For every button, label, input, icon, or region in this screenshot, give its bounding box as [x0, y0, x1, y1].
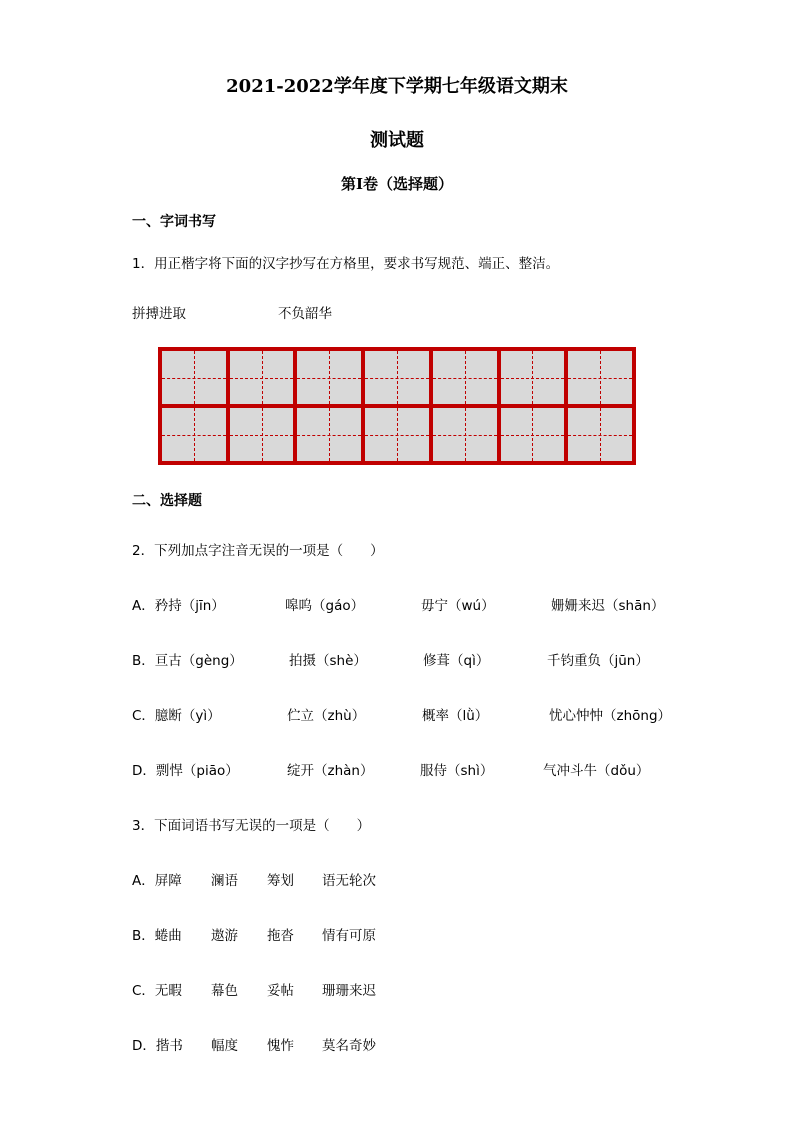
- question3-stem: 3．下面词语书写无误的一项是（ ）: [132, 818, 371, 834]
- grid-cell[interactable]: [431, 406, 499, 463]
- grid-guide-vertical: [397, 351, 398, 404]
- grid-cell[interactable]: [566, 406, 634, 463]
- grid-cell[interactable]: [295, 406, 363, 463]
- copy-word-2: 不负韶华: [278, 306, 332, 322]
- grid-cell[interactable]: [566, 349, 634, 406]
- option-item: 拖沓: [267, 928, 294, 944]
- option-item: 愧怍: [267, 1038, 294, 1054]
- grid-guide-vertical: [532, 408, 533, 461]
- grid-guide-vertical: [329, 408, 330, 461]
- option-item: 情有可原: [322, 928, 376, 944]
- grid-guide-vertical: [532, 351, 533, 404]
- option-item: 修葺（qì）: [423, 653, 490, 669]
- question1-stem: 1．用正楷字将下面的汉字抄写在方格里，要求书写规范、端正、整洁。: [132, 256, 560, 272]
- option-item: 妥帖: [267, 983, 294, 999]
- grid-guide-vertical: [262, 351, 263, 404]
- option-item: 幅度: [211, 1038, 238, 1054]
- grid-guide-vertical: [194, 351, 195, 404]
- option-item: A．屏障: [132, 873, 182, 889]
- option-item: 气冲斗牛（dǒu）: [543, 763, 650, 779]
- grid-guide-vertical: [600, 351, 601, 404]
- grid-cell[interactable]: [160, 406, 228, 463]
- option-item: 姗姗来迟（shān）: [551, 598, 665, 614]
- option-item: A．矜持（jīn）: [132, 598, 225, 614]
- option-item: C．臆断（yì）: [132, 708, 221, 724]
- copy-word-1: 拼搏进取: [132, 306, 186, 322]
- grid-guide-vertical: [465, 408, 466, 461]
- grid-cell[interactable]: [431, 349, 499, 406]
- grid-guide-vertical: [194, 408, 195, 461]
- writing-grid[interactable]: [158, 347, 636, 465]
- grid-guide-vertical: [465, 351, 466, 404]
- grid-cell[interactable]: [499, 406, 567, 463]
- option-item: 筹划: [267, 873, 294, 889]
- section1-heading: 一、字词书写: [132, 214, 216, 230]
- option-item: 绽开（zhàn）: [287, 763, 374, 779]
- option-item: B．亘古（gèng）: [132, 653, 243, 669]
- option-item: 伫立（zhù）: [287, 708, 366, 724]
- option-item: 毋宁（wú）: [421, 598, 495, 614]
- option-item: B．蜷曲: [132, 928, 182, 944]
- grid-cell[interactable]: [228, 349, 296, 406]
- option-item: 莫名奇妙: [322, 1038, 376, 1054]
- option-item: 珊珊来迟: [322, 983, 376, 999]
- option-item: 澜语: [211, 873, 238, 889]
- option-item: 拍摄（shè）: [289, 653, 367, 669]
- grid-cell[interactable]: [295, 349, 363, 406]
- page-title: 2021-2022学年度下学期七年级语文期末: [226, 76, 568, 97]
- grid-cell[interactable]: [499, 349, 567, 406]
- option-item: 遨游: [211, 928, 238, 944]
- grid-guide-vertical: [600, 408, 601, 461]
- grid-guide-vertical: [329, 351, 330, 404]
- grid-guide-vertical: [397, 408, 398, 461]
- grid-cell[interactable]: [363, 349, 431, 406]
- grid-cell[interactable]: [228, 406, 296, 463]
- grid-cell[interactable]: [160, 349, 228, 406]
- option-item: 服侍（shì）: [420, 763, 494, 779]
- page-title-line2: 测试题: [370, 130, 424, 151]
- option-item: 嗥呜（gáo）: [285, 598, 365, 614]
- volume-heading: 第Ⅰ卷（选择题）: [340, 175, 454, 193]
- section2-heading: 二、选择题: [132, 493, 202, 509]
- option-item: 概率（lǜ）: [422, 708, 489, 724]
- option-item: 语无轮次: [322, 873, 376, 889]
- option-item: 忧心忡忡（zhōng）: [549, 708, 672, 724]
- option-item: C．无暇: [132, 983, 182, 999]
- option-item: D．揩书: [132, 1038, 183, 1054]
- option-item: D．剽悍（piāo）: [132, 763, 239, 779]
- grid-cell[interactable]: [363, 406, 431, 463]
- option-item: 千钧重负（jūn）: [547, 653, 649, 669]
- option-item: 幕色: [211, 983, 238, 999]
- question2-stem: 2．下列加点字注音无误的一项是（ ）: [132, 543, 384, 559]
- grid-guide-vertical: [262, 408, 263, 461]
